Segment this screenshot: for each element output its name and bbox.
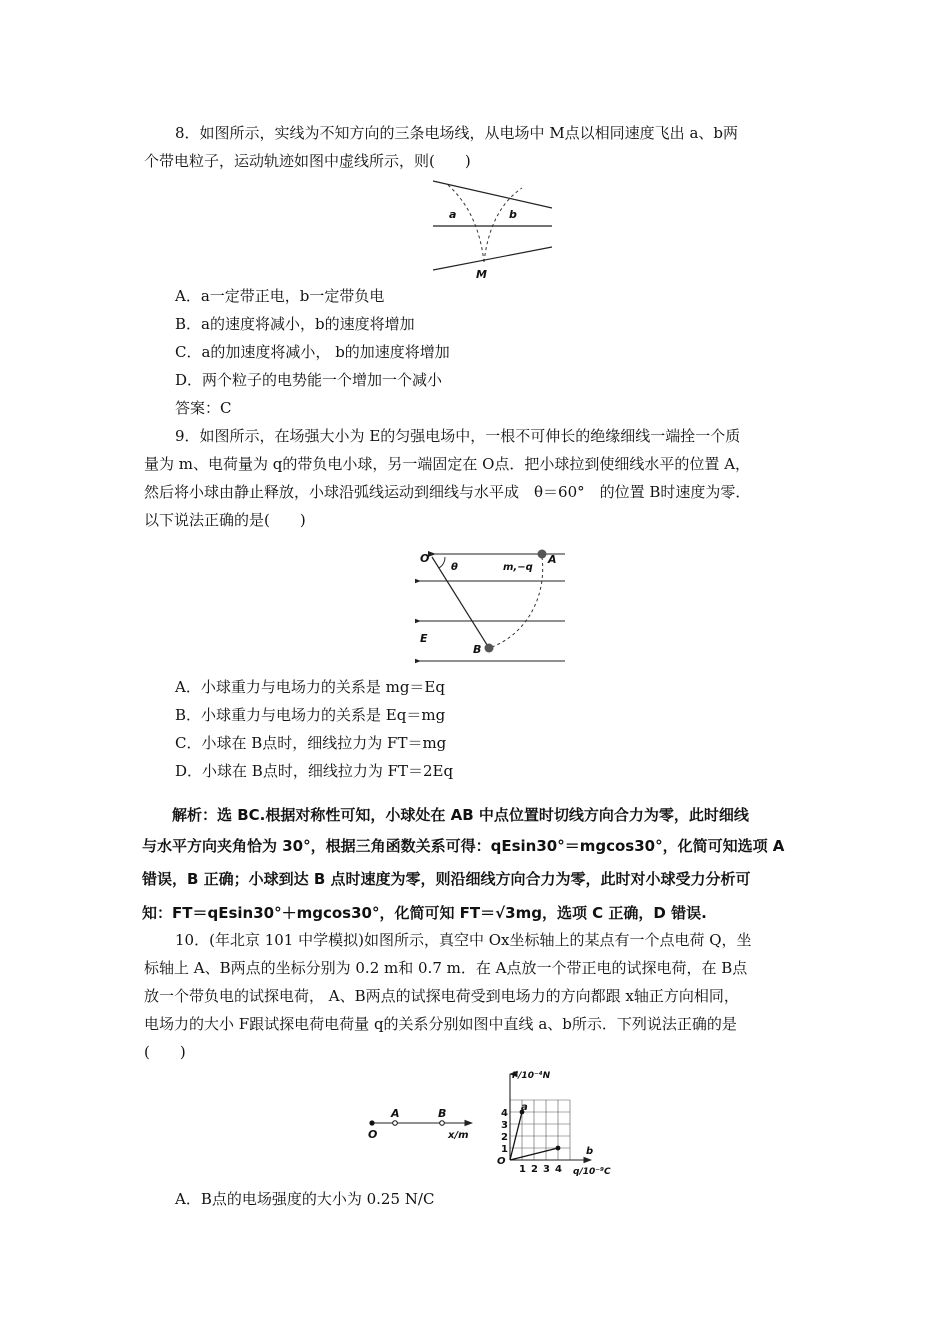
q8-option-d: D．两个粒子的电势能一个增加一个减小 <box>175 371 443 389</box>
q10-stem-line4: 电场力的大小 F跟试探电荷电荷量 q的关系分别如图中直线 a、b所示．下列说法正确的是 <box>144 1015 737 1033</box>
q9-option-b: B．小球重力与电场力的关系是 Eq＝mg <box>175 706 446 724</box>
x-tick-label: 4 <box>555 1164 562 1175</box>
label-xm: x/m <box>448 1130 469 1141</box>
q8-option-b: B．a的速度将减小，b的速度将增加 <box>175 315 415 333</box>
line-label-a: a <box>521 1102 528 1113</box>
graph-grid <box>510 1100 570 1160</box>
x-tick-label: 2 <box>531 1164 538 1175</box>
q9-analysis-line4: 知：FT＝qEsin30°＋mgcos30°，化简可知 FT＝√3mg，选项 C 正确，D 错误. <box>142 904 707 922</box>
label-O: O <box>368 1128 378 1141</box>
q8-field-lines-figure <box>430 178 560 280</box>
y-tick-label: 2 <box>501 1132 508 1143</box>
ball-B <box>485 644 494 653</box>
q8-answer: 答案：C <box>175 399 232 417</box>
label-E: E <box>420 632 428 645</box>
q9-stem-line2: 量为 m、电荷量为 q的带负电小球，另一端固定在 O点．把小球拉到使细线水平的位置 A， <box>144 455 751 473</box>
q9-option-a: A．小球重力与电场力的关系是 mg＝Eq <box>175 678 445 696</box>
y-tick-label: 3 <box>501 1120 508 1131</box>
field-line-bottom <box>433 247 552 270</box>
label-A: A <box>548 553 557 566</box>
label-O: O <box>420 552 430 565</box>
q9-analysis-line2: 与水平方向夹角恰为 30°，根据三角函数关系可得：qEsin30°＝mgcos30°，化简可知选项 A <box>142 837 785 855</box>
angle-arc <box>439 557 445 568</box>
graph-origin: O <box>497 1156 506 1167</box>
y-tick-label: 1 <box>501 1144 508 1155</box>
q8-option-a: A．a一定带正电，b一定带负电 <box>175 287 385 305</box>
ball-A <box>538 550 547 559</box>
q10-stem-line5: ( ) <box>144 1043 186 1061</box>
q9-analysis-line3: 错误，B 正确；小球到达 B 点时速度为零，则沿细线方向合力为零，此时对小球受力分析可 <box>142 870 751 888</box>
y-tick-label: 4 <box>501 1108 508 1119</box>
trajectory-b <box>484 188 522 262</box>
q10-stem-line3: 放一个带负电的试探电荷， A、B两点的试探电荷受到电场力的方向都跟 x轴正方向相同， <box>144 987 739 1005</box>
string-OB <box>432 557 489 648</box>
graph-xlabel: q/10⁻⁹C <box>573 1167 611 1177</box>
label-theta: θ <box>451 562 458 573</box>
label-b: b <box>509 208 517 221</box>
q9-stem-line4: 以下说法正确的是( ) <box>144 511 306 529</box>
q10-F-q-graph <box>493 1068 623 1178</box>
point-O <box>369 1120 374 1125</box>
q9-option-d: D．小球在 B点时，细线拉力为 FT＝2Eq <box>175 762 454 780</box>
point-A <box>393 1121 398 1126</box>
line-label-b: b <box>586 1146 594 1157</box>
q9-option-c: C．小球在 B点时，细线拉力为 FT＝mg <box>175 734 447 752</box>
q10-axis-figure <box>362 1100 482 1146</box>
q8-stem-line1: 8．如图所示，实线为不知方向的三条电场线，从电场中 M点以相同速度飞出 a、b两 <box>175 124 738 142</box>
graph-series <box>510 1110 560 1160</box>
q8-option-c: C．a的加速度将减小， b的加速度将增加 <box>175 343 450 361</box>
q9-stem-line3: 然后将小球由静止释放，小球沿弧线运动到细线与水平成 θ＝60° 的位置 B时速度为零． <box>144 483 751 501</box>
q9-analysis-line1: 解析：选 BC.根据对称性可知，小球处在 AB 中点位置时切线方向合力为零，此时细线 <box>172 806 749 824</box>
series-point-b <box>556 1146 561 1151</box>
q9-pendulum-figure <box>415 538 570 664</box>
q10-stem-line2: 标轴上 A、B两点的坐标分别为 0.2 m和 0.7 m．在 A点放一个带正电的试探电荷，在 B点 <box>144 959 748 977</box>
label-B: B <box>473 643 482 656</box>
x-tick-label: 1 <box>519 1164 526 1175</box>
graph-ylabel: F/10⁻⁴N <box>512 1071 551 1081</box>
x-tick-label: 3 <box>543 1164 550 1175</box>
label-B: B <box>438 1107 447 1120</box>
trajectory-a <box>448 185 484 262</box>
label-mq: m,−q <box>503 562 533 573</box>
label-A: A <box>391 1107 400 1120</box>
q9-stem-line1: 9．如图所示，在场强大小为 E的匀强电场中，一根不可伸长的绝缘细线一端拴一个质 <box>175 427 741 445</box>
q10-option-a: A．B点的电场强度的大小为 0.25 N/C <box>175 1190 435 1208</box>
field-line-top <box>433 181 552 208</box>
q8-stem-line2: 个带电粒子，运动轨迹如图中虚线所示，则( ) <box>144 152 471 170</box>
q10-stem-line1: 10．(年北京 101 中学模拟)如图所示，真空中 Ox坐标轴上的某点有一个点电荷 Q，坐 <box>175 931 752 949</box>
label-M: M <box>476 268 487 280</box>
point-B <box>440 1121 445 1126</box>
label-a: a <box>449 208 457 221</box>
